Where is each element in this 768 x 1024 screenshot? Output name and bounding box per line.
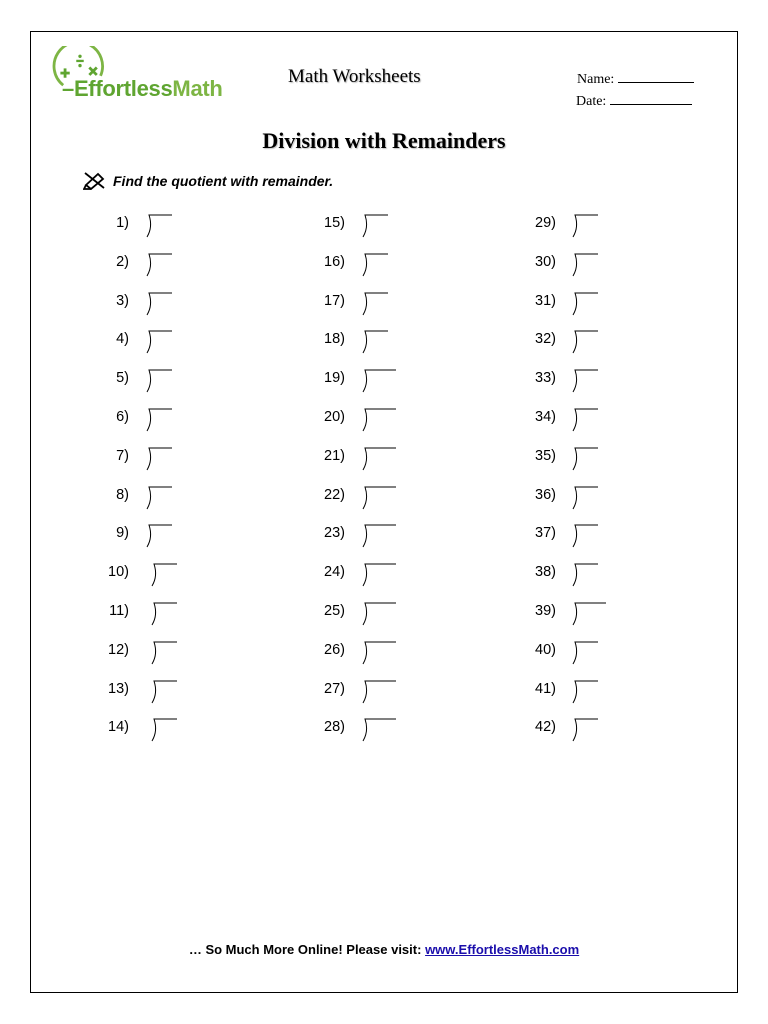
problem-number: 16)	[324, 253, 345, 270]
long-division-bracket	[571, 558, 599, 588]
problem-item	[0, 719, 768, 745]
problem-number: 31)	[535, 292, 556, 309]
long-division-bracket	[571, 403, 599, 433]
problem-number: 41)	[535, 680, 556, 697]
problem-number: 9)	[116, 525, 129, 542]
date-blank[interactable]	[610, 92, 692, 105]
problem-item	[0, 448, 768, 474]
problem-item	[0, 525, 768, 551]
long-division-bracket	[571, 325, 599, 355]
footer-text: … So Much More Online! Please visit:	[188, 942, 422, 957]
effortless-math-logo	[52, 46, 242, 106]
problem-number: 33)	[535, 370, 556, 387]
problem-number: 29)	[535, 215, 556, 231]
problem-number: 15)	[324, 215, 345, 231]
problem-number: 18)	[324, 331, 345, 348]
problem-number: 19)	[324, 370, 345, 387]
problem-number: 7)	[116, 447, 129, 464]
problem-item	[0, 215, 768, 241]
problem-item	[0, 370, 768, 396]
problem-number: 3)	[116, 292, 129, 309]
long-division-bracket	[571, 713, 599, 743]
long-division-bracket	[571, 481, 599, 511]
problem-number: 11)	[109, 603, 129, 619]
problem-number: 24)	[324, 564, 345, 581]
long-division-bracket	[571, 519, 599, 549]
problem-number: 30)	[535, 253, 556, 270]
problem-number: 22)	[324, 486, 345, 503]
problem-number: 6)	[116, 409, 129, 425]
problem-number: 12)	[108, 641, 129, 658]
problem-number: 5)	[116, 370, 129, 387]
long-division-bracket	[571, 209, 599, 239]
problem-item	[0, 681, 768, 707]
problem-number: 39)	[535, 603, 556, 619]
name-label: Name:	[577, 72, 615, 87]
problem-number: 38)	[535, 564, 556, 581]
name-field[interactable]	[577, 70, 694, 88]
logo-wordmark: –EffortlessMath	[62, 76, 223, 101]
problem-number: 42)	[535, 719, 556, 736]
problem-number: 26)	[324, 641, 345, 658]
name-blank[interactable]	[618, 70, 694, 83]
problem-number: 23)	[324, 525, 345, 542]
problem-item	[0, 642, 768, 668]
problem-number: 13)	[108, 680, 129, 697]
problem-number: 17)	[324, 292, 345, 309]
problem-item	[0, 564, 768, 590]
long-division-bracket	[571, 597, 607, 627]
problem-number: 37)	[535, 525, 556, 542]
problem-number: 28)	[324, 719, 345, 736]
problem-number: 10)	[108, 564, 129, 581]
problem-number: 40)	[535, 641, 556, 658]
long-division-bracket	[571, 287, 599, 317]
problem-item	[0, 603, 768, 629]
header-title: Math Worksheets	[288, 66, 421, 87]
problem-item	[0, 293, 768, 319]
problem-number: 14)	[108, 719, 129, 736]
problem-number: 8)	[116, 486, 129, 503]
worksheet-title: Division with Remainders	[262, 128, 506, 153]
footer	[0, 942, 768, 957]
instruction-text: Find the quotient with remainder.	[113, 173, 334, 189]
problem-number: 4)	[116, 331, 129, 348]
long-division-bracket	[571, 248, 599, 278]
date-field[interactable]	[576, 92, 692, 110]
problem-item	[0, 487, 768, 513]
problem-number: 2)	[116, 253, 129, 270]
problem-number: 1)	[116, 215, 129, 231]
problem-item	[0, 254, 768, 280]
date-label: Date:	[576, 94, 607, 109]
long-division-bracket	[571, 675, 599, 705]
footer-link[interactable]: www.EffortlessMath.com	[425, 942, 580, 957]
long-division-bracket	[571, 442, 599, 472]
problem-item	[0, 331, 768, 357]
problem-number: 35)	[535, 447, 556, 464]
problem-number: 34)	[535, 409, 556, 425]
problem-number: 32)	[535, 331, 556, 348]
problem-item	[0, 409, 768, 435]
problem-number: 36)	[535, 486, 556, 503]
long-division-bracket	[571, 636, 599, 666]
pencil-icon	[83, 170, 107, 190]
problem-number: 20)	[324, 409, 345, 425]
long-division-bracket	[571, 364, 599, 394]
problem-number: 25)	[324, 603, 345, 619]
problem-number: 21)	[324, 447, 345, 464]
problem-number: 27)	[324, 680, 345, 697]
